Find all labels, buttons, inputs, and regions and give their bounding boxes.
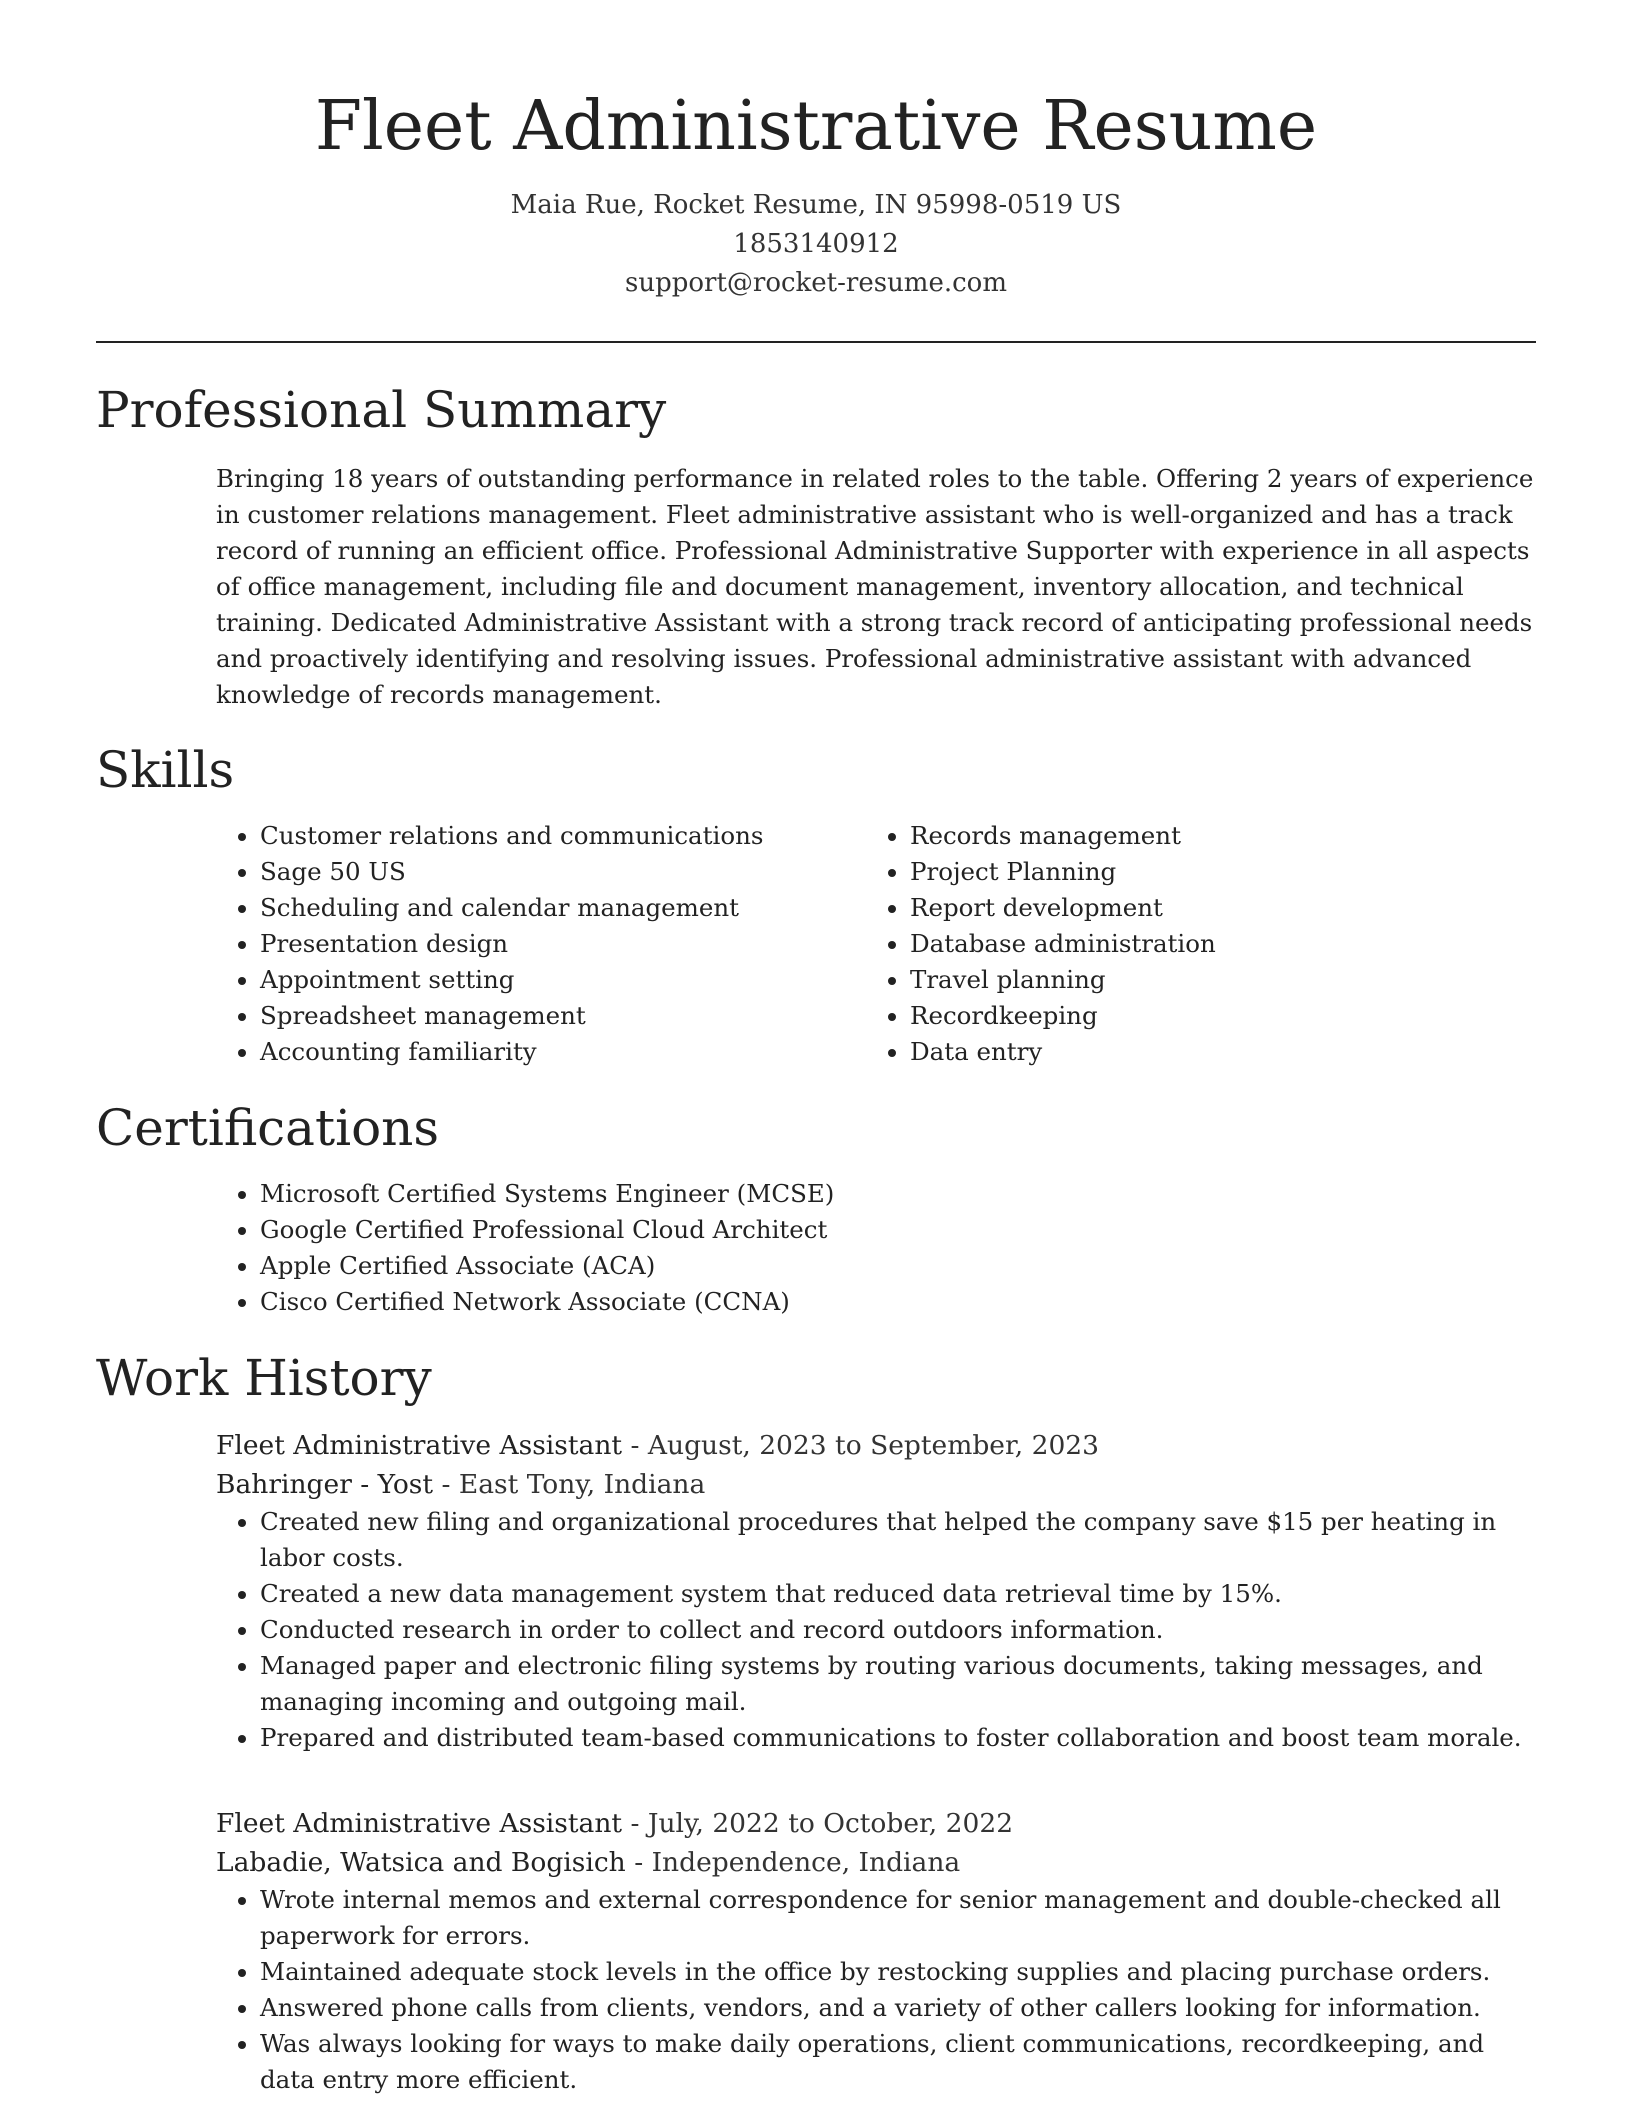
summary-text: Bringing 18 years of outstanding performance in related roles to the table. Offering 2 years of experience in customer relations management. Fleet administrative assistant who is well-organized and has a track record of running an efficient office. Professional Administrative Supporter with experience in all aspects of office management, including file and document management, inventory allocation, and technical training. Dedicated Administrative Assistant with a strong track record of anticipating professional needs and proactively identifying and resolving issues. Professional administrative assistant with advanced knowledge of records management. [216,464,1534,709]
job-bullets [216,1882,1536,2098]
job-title-line [216,1426,1536,1465]
job-title: Fleet Administrative Assistant [216,1430,623,1461]
skill-item: • Appointment setting [260,962,866,998]
header-divider [96,341,1536,343]
skill-item: • Customer relations and communications [260,818,866,854]
job-separator: - [433,1469,459,1500]
skills-section [216,818,1536,1070]
skill-item: • Sage 50 US [260,854,866,890]
contact-block [96,186,1536,303]
certification-item: • Apple Certified Associate (ACA) [260,1248,1536,1284]
certification-item: • Cisco Certified Network Associate (CCNA) [260,1284,1536,1320]
certifications-section [216,1176,1536,1320]
skill-item: • Recordkeeping [910,998,1516,1034]
job-title-line [216,1804,1536,1843]
skill-item: • Data entry [910,1034,1516,1070]
skill-item: • Travel planning [910,962,1516,998]
job-bullets [216,1504,1536,1756]
job-bullet: • Prepared and distributed team-based communications to foster collaboration and boost team morale. [260,1720,1536,1756]
skill-item: • Presentation design [260,926,866,962]
contact-address: Maia Rue, Rocket Resume, IN 95998-0519 US [510,190,1122,220]
summary-section [216,461,1536,713]
job-bullet: • Answered phone calls from clients, vendors, and a variety of other callers looking for information. [260,1990,1536,2026]
job-separator: - [622,1808,648,1839]
certification-item: • Google Certified Professional Cloud Architect [260,1212,1536,1248]
job-location: Independence, Indiana [651,1847,961,1878]
job-location: East Tony, Indiana [458,1469,706,1500]
skill-item: • Scheduling and calendar management [260,890,866,926]
skill-item: • Spreadsheet management [260,998,866,1034]
skills-column-left [216,818,866,1070]
job-dates: August, 2023 to September, 2023 [647,1430,1100,1461]
certifications-heading: Certifications [96,1099,440,1157]
job-company-line [216,1465,1536,1504]
summary-heading: Professional Summary [96,381,667,439]
job-entry [216,1804,1536,2098]
skill-item: • Records management [910,818,1516,854]
skills-heading: Skills [96,741,235,799]
skill-item: • Accounting familiarity [260,1034,866,1070]
job-bullet: • Maintained adequate stock levels in the office by restocking supplies and placing purchase orders. [260,1954,1536,1990]
job-bullet: • Wrote internal memos and external correspondence for senior management and double-checked all paperwork for errors. [260,1882,1536,1954]
skill-item: • Project Planning [910,854,1516,890]
contact-email: support@rocket-resume.com [624,268,1007,298]
skills-column-right [866,818,1516,1070]
certification-item: • Microsoft Certified Systems Engineer (MCSE) [260,1176,1536,1212]
job-dates: July, 2022 to October, 2022 [647,1808,1014,1839]
job-separator: - [625,1847,652,1878]
job-bullet: • Was always looking for ways to make daily operations, client communications, recordkeeping, and data entry more efficient. [260,2026,1536,2098]
resume-title: Fleet Administrative Resume [314,87,1318,166]
job-bullet: • Managed paper and electronic filing systems by routing various documents, taking messages, and managing incoming and outgoing mail. [260,1648,1536,1720]
job-company: Labadie, Watsica and Bogisich [216,1847,626,1878]
job-title: Fleet Administrative Assistant [216,1808,623,1839]
job-separator: - [622,1430,648,1461]
job-bullet: • Created a new data management system that reduced data retrieval time by 15%. [260,1576,1536,1612]
contact-phone: 1853140912 [733,229,899,259]
job-bullet: • Conducted research in order to collect and record outdoors information. [260,1612,1536,1648]
job-entry [216,1426,1536,1756]
skill-item: • Report development [910,890,1516,926]
work-history-heading: Work History [96,1349,432,1407]
skill-item: • Database administration [910,926,1516,962]
job-bullet: • Created new filing and organizational procedures that helped the company save $15 per heating in labor costs. [260,1504,1536,1576]
job-company-line [216,1843,1536,1882]
job-company: Bahringer - Yost [216,1469,434,1500]
resume-header [96,82,1536,303]
